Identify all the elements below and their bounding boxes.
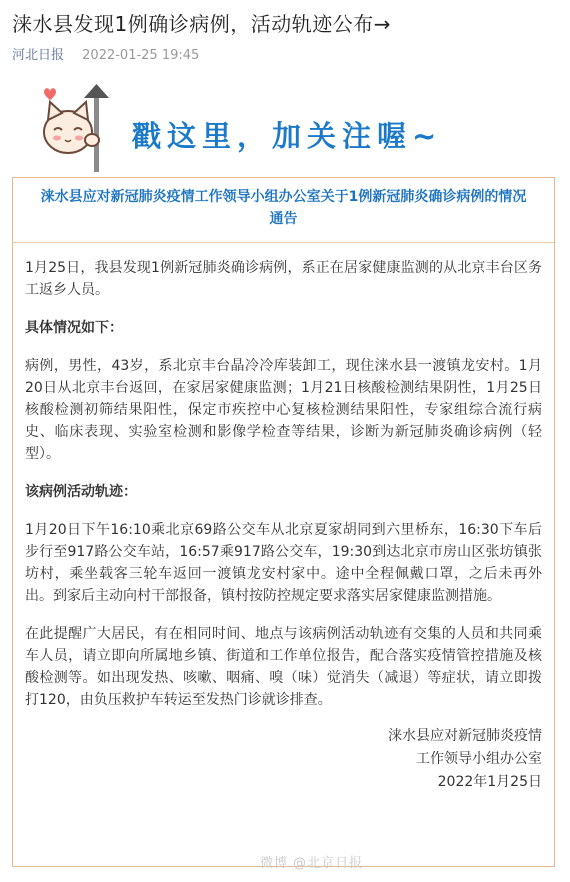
article-title: 涞水县发现1例确诊病例，活动轨迹公布→ bbox=[12, 12, 391, 36]
signature-line-1: 涞水县应对新冠肺炎疫情 bbox=[388, 728, 542, 744]
article-meta bbox=[12, 44, 199, 63]
notice-title: 涞水县应对新冠肺炎疫情工作领导小组办公室关于1例新冠肺炎确诊病例的情况通告 bbox=[40, 189, 527, 227]
notice-intro: 1月25日，我县发现1例新冠肺炎确诊病例，系正在居家健康监测的从北京丰台区务工返乡人员。 bbox=[25, 260, 542, 298]
signature-line-2: 工作领导小组办公室 bbox=[416, 751, 542, 767]
publish-time: 2022-01-25 19:45 bbox=[82, 48, 200, 63]
source-link[interactable]: 河北日报 bbox=[12, 48, 65, 63]
case-details: 病例，男性，43岁，系北京丰台晶冷冷库装卸工，现住涞水县一渡镇龙安村。1月20日从北京丰台返回，在家居家健康监测；1月21日核酸检测结果阴性，1月25日核酸检测初筛结果阳性，保定市疾控中心复核检测结果阳性，专家组综合流行病史、临床表现、实验室检测和影像学检查等结果，诊断为新冠肺炎确诊病例（轻型）。 bbox=[25, 358, 542, 462]
trajectory-heading: 该病例活动轨迹： bbox=[25, 484, 137, 500]
banner-follow-text: 戳这里，加关注喔~ bbox=[132, 119, 443, 153]
notice-body bbox=[13, 257, 554, 794]
notice-divider bbox=[13, 242, 554, 243]
follow-banner[interactable] bbox=[40, 80, 540, 172]
public-reminder: 在此提醒广大居民，有在相同时间、地点与该病例活动轨迹有交集的人员和共同乘车人员，请立即向所属地乡镇、街道和工作单位报告，配合落实疫情管控措施及核酸检测等。如出现发热、咳嗽、咽痛、嗅（味）觉消失（减退）等症状，请立即拨打120，由负压救护车转运至发热门诊就诊排查。 bbox=[25, 626, 542, 708]
notice-card bbox=[12, 177, 555, 867]
notice-signature bbox=[25, 725, 542, 794]
details-heading: 具体情况如下： bbox=[25, 320, 123, 336]
weibo-watermark: 微博 @北京日报 bbox=[260, 856, 364, 871]
case-trajectory: 1月20日下午16:10乘北京69路公交车从北京夏家胡同到六里桥东，16:30下车后步行至917路公交车站，16:57乘917路公交车，19:30到达北京市房山区张坊镇张坊村，乘坐载客三轮车返回一渡镇龙安村家中。途中全程佩戴口罩，之后未再外出。到家后主动向村干部报备，镇村按防控规定要求落实居家健康监测措施。 bbox=[25, 522, 542, 604]
notice-date: 2022年1月25日 bbox=[437, 774, 542, 790]
